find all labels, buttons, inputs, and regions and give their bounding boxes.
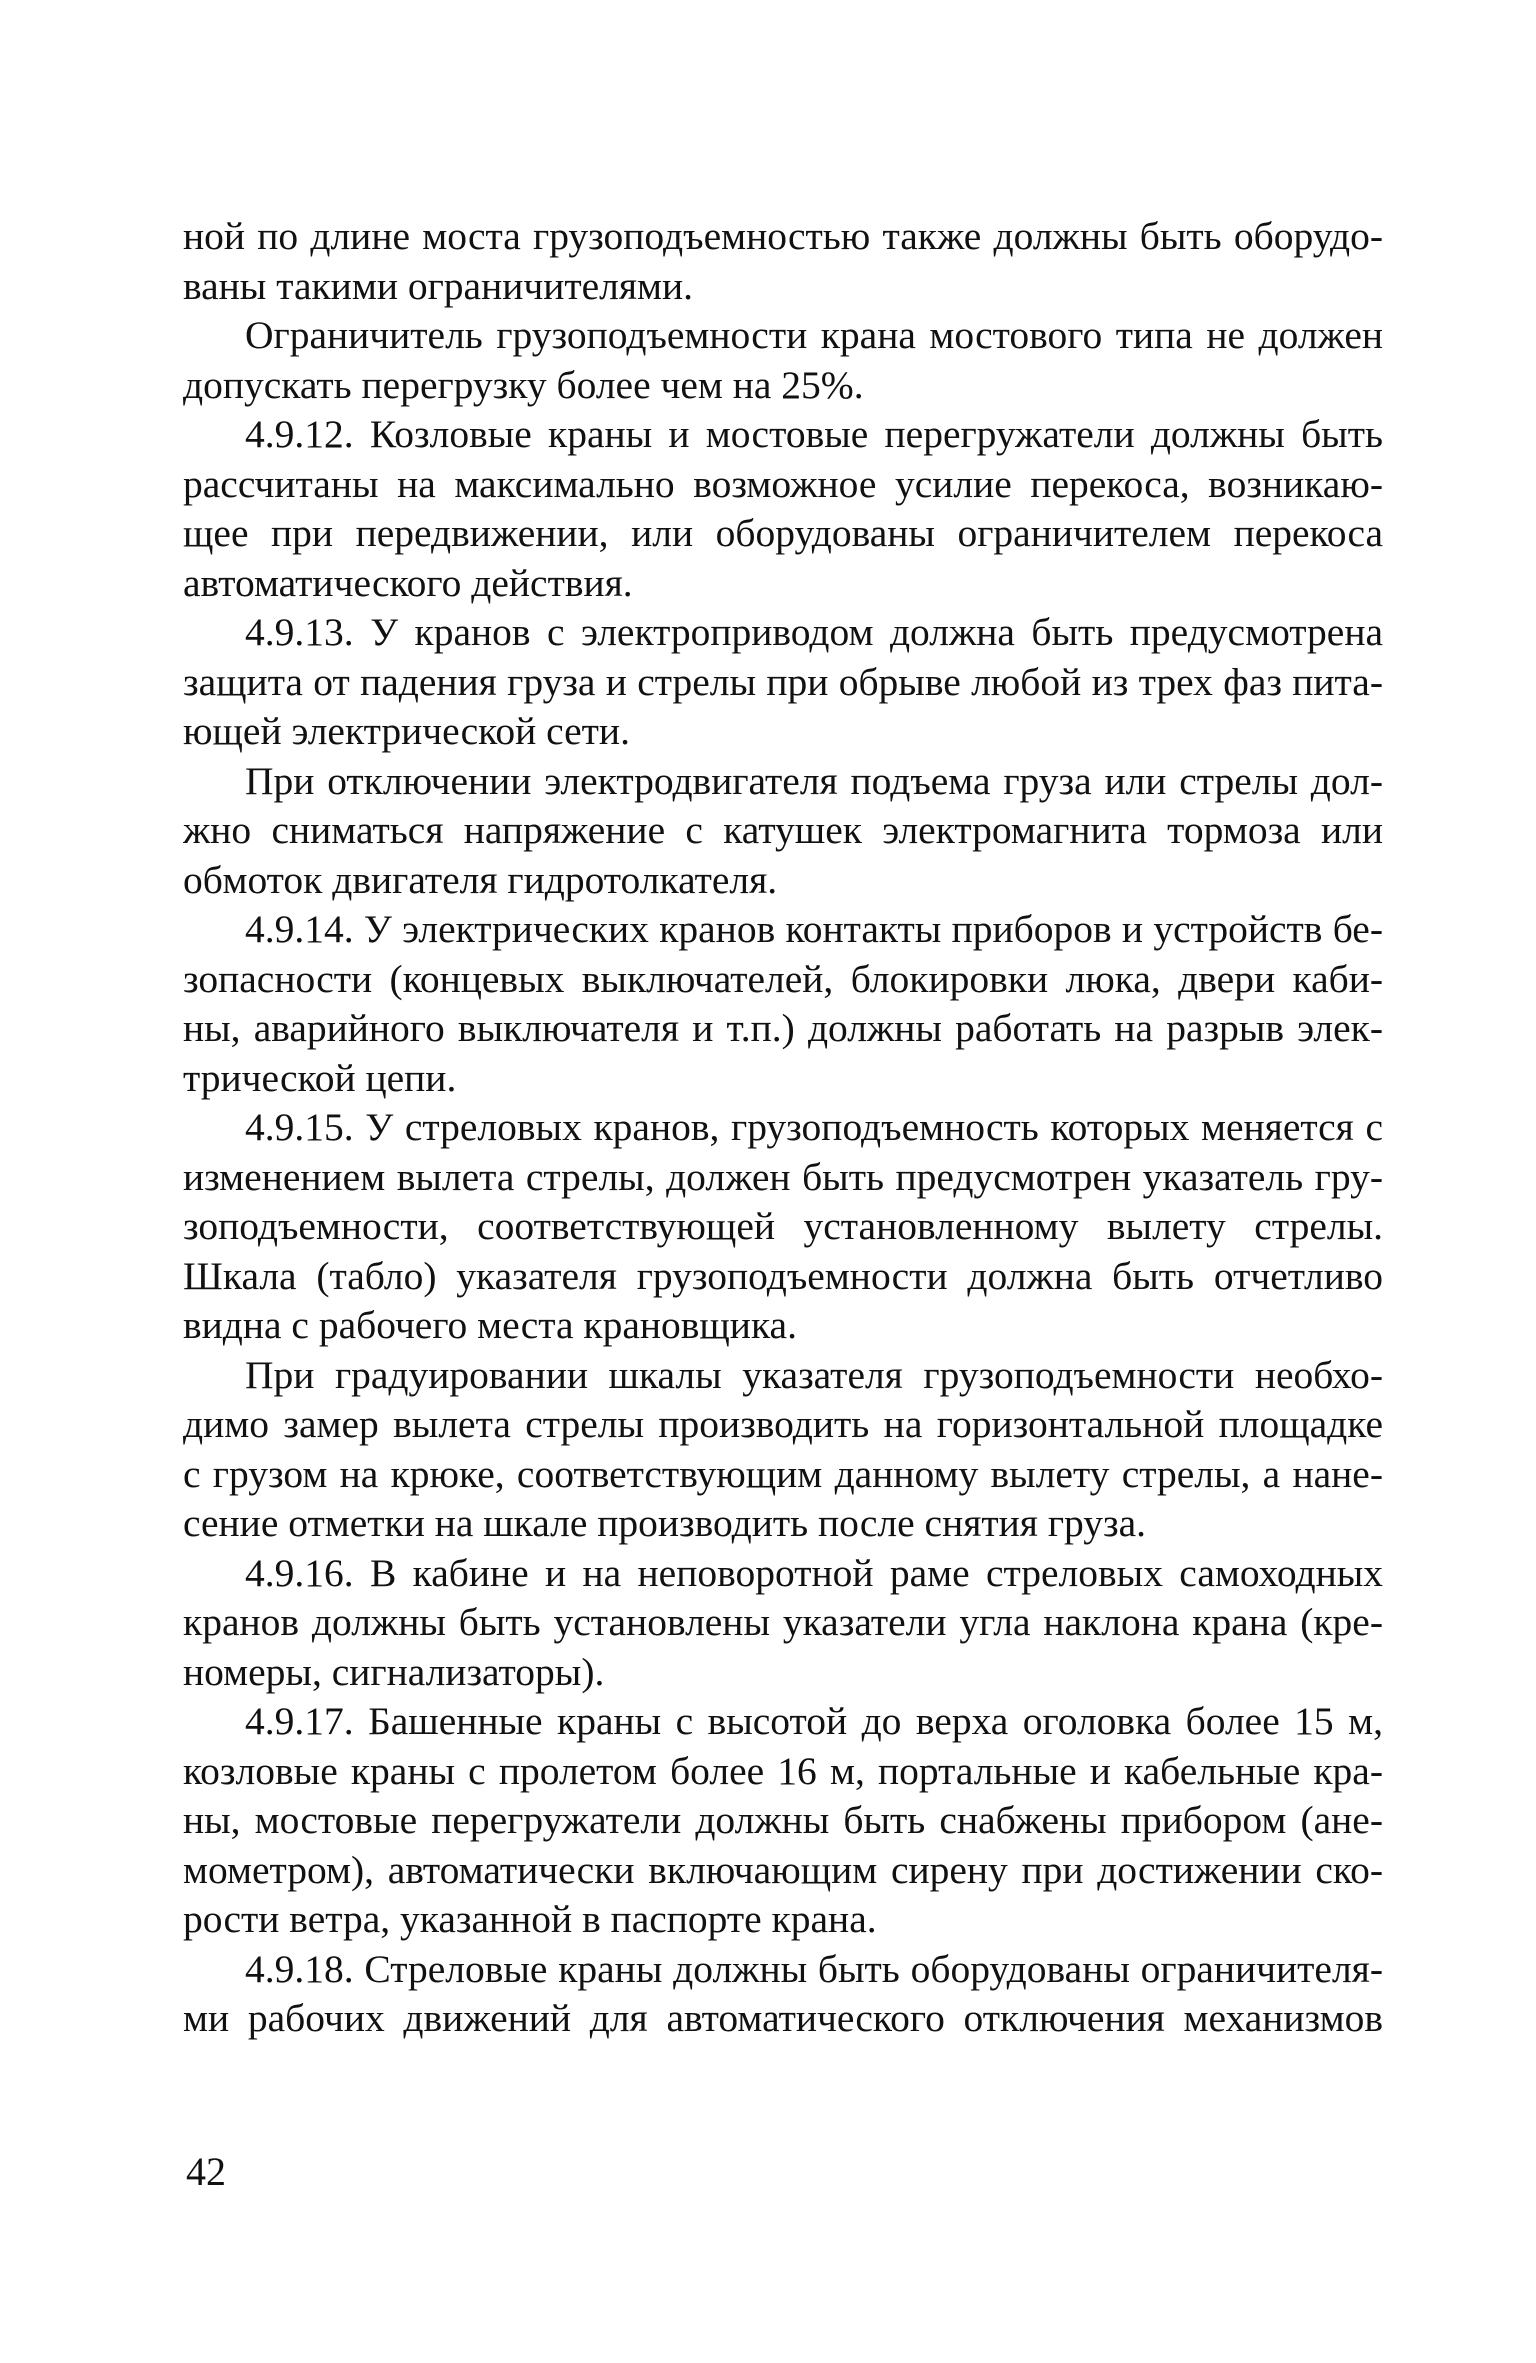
text-line: допускать перегрузку более чем на 25%.: [183, 362, 864, 407]
text-line: 4.9.12. Козловые краны и мостовые перегружатели должны быть: [245, 412, 1383, 456]
paragraph-4-9-14: [183, 905, 1383, 1103]
text-line: жно сниматься напряжение с катушек электромагнита тормоза или: [183, 808, 1383, 852]
text-line: ны, аварийного выключателя и т.п.) должны работать на разрыв элек-: [183, 1006, 1383, 1050]
text-line: рассчитаны на максимально возможное усилие перекоса, возникаю-: [183, 461, 1383, 506]
text-line: ми рабочих движений для автоматического отключения механизмов: [183, 1996, 1383, 2040]
text-line: 4.9.18. Стреловые краны должны быть оборудованы ограничителя-: [245, 1946, 1383, 1991]
text-line: 4.9.15. У стреловых кранов, грузоподъемность которых меняется с: [245, 1105, 1383, 1149]
paragraph-4-9-12: [183, 410, 1383, 608]
paragraph-4-9-15: [183, 1103, 1383, 1351]
text-line: щее при передвижении, или оборудованы ограничителем перекоса: [183, 511, 1383, 555]
text-line: видна с рабочего места крановщика.: [183, 1303, 797, 1347]
paragraph-4-9-16: [183, 1549, 1383, 1698]
text-line: номеры, сигнализаторы).: [183, 1649, 605, 1694]
text-line: 4.9.17. Башенные краны с высотой до верха оголовка более 15 м,: [245, 1699, 1383, 1743]
text-line: При градуировании шкалы указателя грузоподъемности необхо-: [245, 1352, 1383, 1397]
paragraph-4-9-13: [183, 608, 1383, 757]
text-line: димо замер вылета стрелы производить на горизонтальной площадке: [183, 1402, 1383, 1446]
paragraph-2: [183, 311, 1383, 410]
text-line: ющей электрической сети.: [183, 709, 630, 753]
text-line: зоподъемности, соответствующей установленному вылету стрелы.: [183, 1204, 1383, 1248]
text-line: ны, мостовые перегружатели должны быть снабжены прибором (ане-: [183, 1798, 1383, 1842]
paragraph-4-9-17: [183, 1697, 1383, 1945]
page-body: [183, 212, 1383, 2044]
paragraph-scale-graduation: [183, 1351, 1383, 1549]
text-line: с грузом на крюке, соответствующим данному вылету стрелы, а нане-: [183, 1451, 1383, 1496]
text-line: автоматического действия.: [183, 560, 633, 605]
text-line: рости ветра, указанной в паспорте крана.: [183, 1897, 877, 1941]
text-line: Шкала (табло) указателя грузоподъемности должна быть отчетливо: [183, 1253, 1383, 1298]
text-line: зопасности (концевых выключателей, блокировки люка, двери каби-: [183, 956, 1383, 1001]
text-line: 4.9.14. У электрических кранов контакты приборов и устройств бе-: [245, 907, 1383, 951]
paragraph-4-9-18: [183, 1945, 1383, 2044]
text-line: ной по длине моста грузоподъемностью также должны быть оборудо-: [183, 214, 1383, 258]
text-line: При отключении электродвигателя подъема груза или стрелы дол-: [245, 758, 1383, 803]
paragraph-motor-disconnect: [183, 757, 1383, 906]
text-line: обмоток двигателя гидротолкателя.: [183, 857, 778, 902]
page-number: 42: [186, 2149, 226, 2194]
text-line: изменением вылета стрелы, должен быть предусмотрен указатель гру-: [183, 1154, 1383, 1199]
text-line: сение отметки на шкале производить после снятия груза.: [183, 1501, 1147, 1545]
text-line: 4.9.13. У кранов с электроприводом должна быть предусмотрена: [245, 610, 1383, 654]
text-line: защита от падения груза и стрелы при обрыве любой из трех фаз пита-: [183, 659, 1383, 704]
text-line: козловые краны с пролетом более 16 м, портальные и кабельные кра-: [183, 1748, 1383, 1793]
text-line: мометром), автоматически включающим сирену при достижении ско-: [183, 1847, 1383, 1892]
paragraph-1: [183, 212, 1383, 311]
text-line: кранов должны быть установлены указатели угла наклона крана (кре-: [183, 1600, 1383, 1644]
text-line: трической цепи.: [183, 1055, 457, 1100]
text-line: 4.9.16. В кабине и на неповоротной раме стреловых самоходных: [245, 1550, 1383, 1595]
text-line: ваны такими ограничителями.: [183, 263, 694, 308]
text-line: Ограничитель грузоподъемности крана мостового типа не должен: [245, 313, 1383, 357]
